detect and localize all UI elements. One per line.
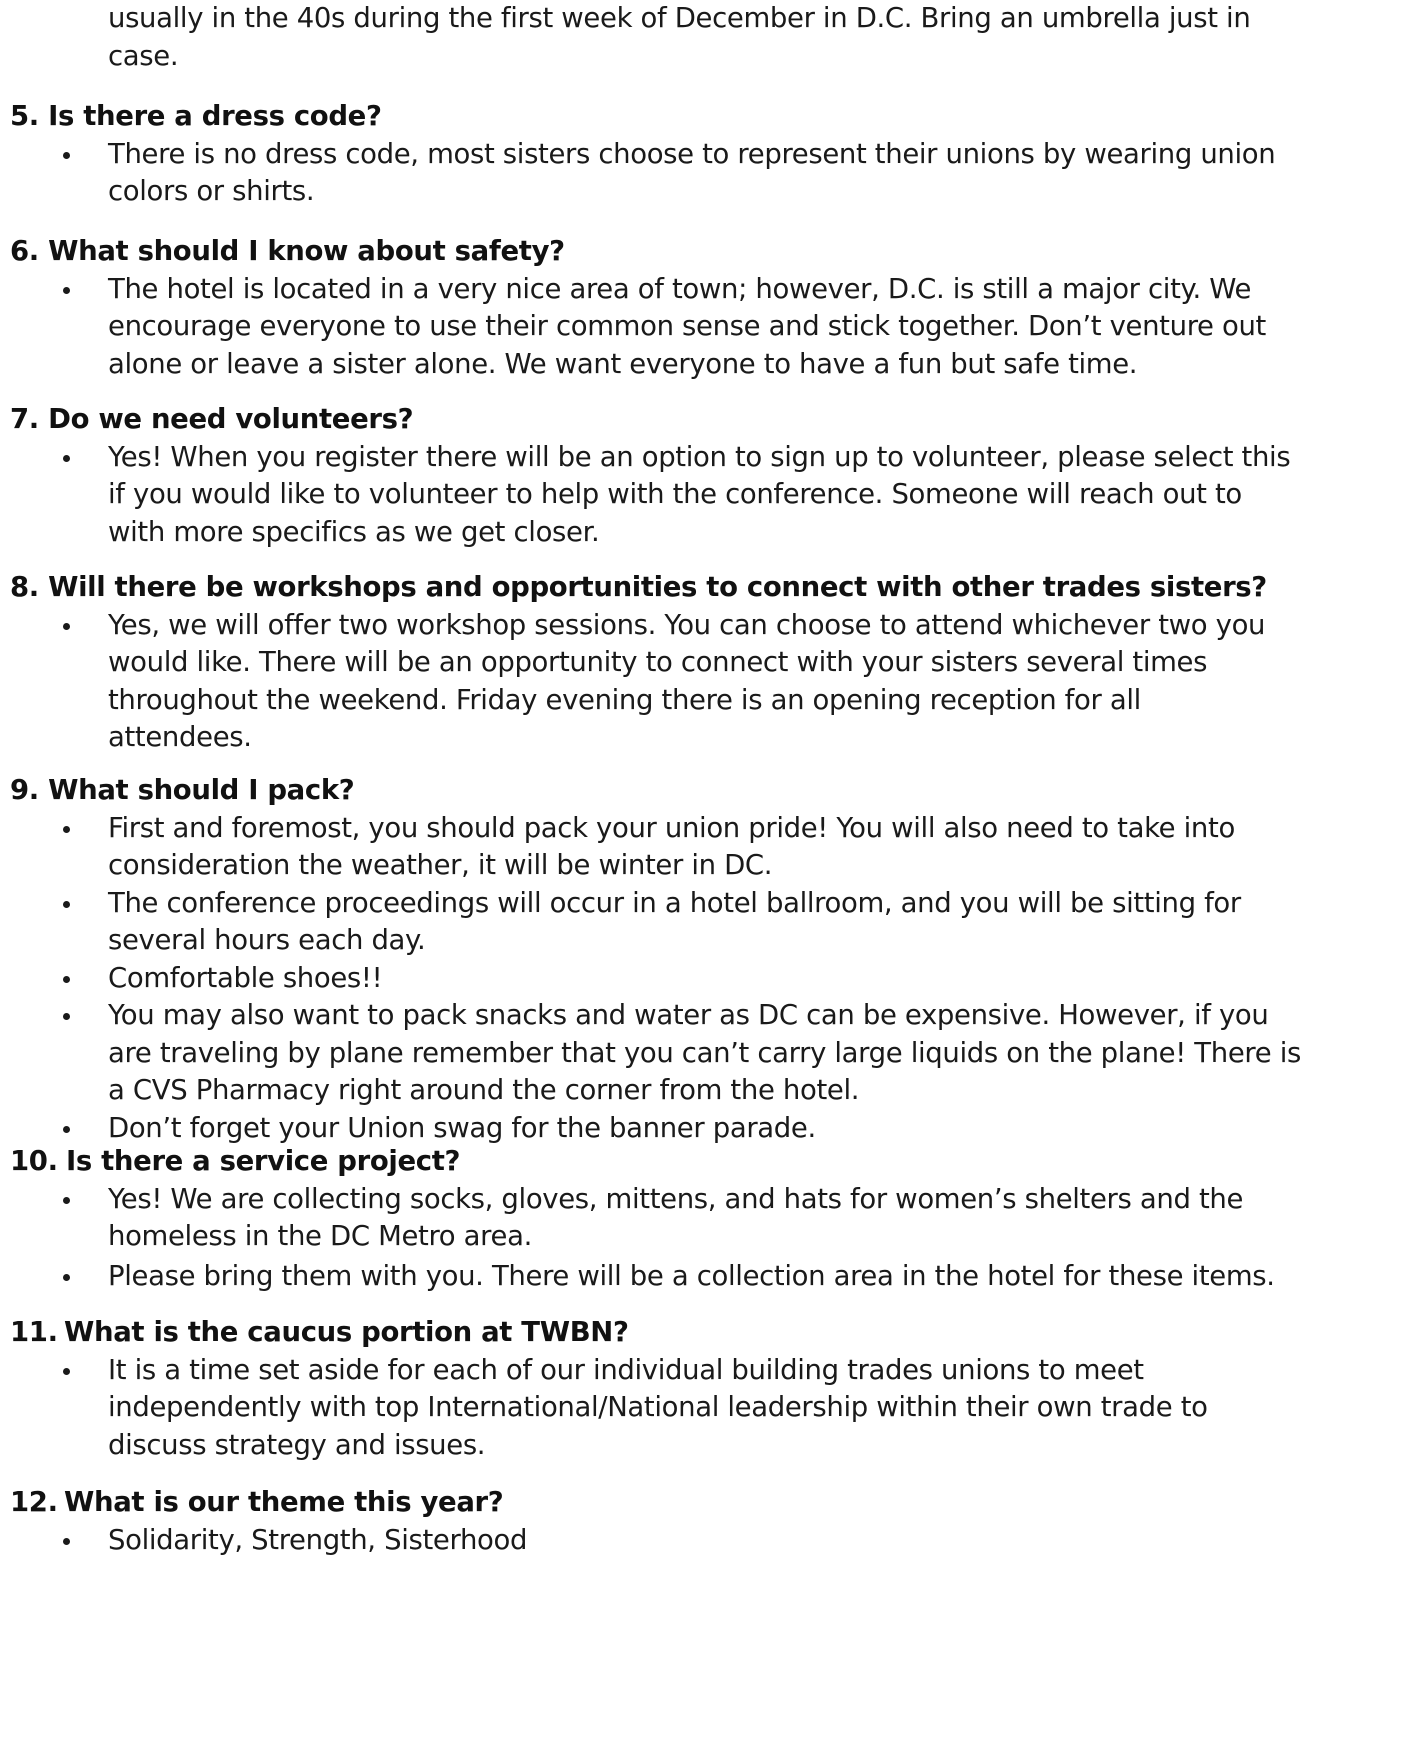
answer-line: would like. There will be an opportunity to connect with your sisters several times: [108, 646, 1208, 678]
faq-question-text: What is the caucus portion at TWBN?: [64, 1316, 629, 1348]
faq-item-9: [0, 772, 1411, 1147]
answer-line: Yes! We are collecting socks, gloves, mittens, and hats for women’s shelters and the: [108, 1182, 1244, 1215]
faq-question-text: Is there a service project?: [66, 1145, 461, 1177]
faq-number: 5.: [10, 100, 39, 132]
faq-answer: [0, 1110, 1411, 1148]
answer-line: are traveling by plane remember that you can’t carry large liquids on the plane! There is: [108, 1036, 1301, 1069]
faq-question-text: What is our theme this year?: [64, 1486, 504, 1518]
answer-line: alone or leave a sister alone. We want everyone to have a fun but safe time.: [108, 347, 1138, 380]
bullet-icon: [63, 901, 70, 908]
faq-question: [0, 1143, 1411, 1181]
faq-number: 7.: [10, 403, 39, 435]
bullet-icon: [63, 826, 70, 833]
faq-question: [0, 1484, 1411, 1522]
faq-question-text: Do we need volunteers?: [48, 403, 414, 435]
answer-line: You may also want to pack snacks and water as DC can be expensive. However, if you: [108, 999, 1269, 1031]
answer-line: It is a time set aside for each of our individual building trades unions to meet: [108, 1353, 1144, 1386]
bullet-icon: [63, 976, 70, 983]
answer-line: if you would like to volunteer to help with the conference. Someone will reach out to: [108, 478, 1242, 510]
answer-line: The conference proceedings will occur in a hotel ballroom, and you will be sitting for: [108, 886, 1241, 919]
answer-line: throughout the weekend. Friday evening there is an opening reception for all: [108, 683, 1141, 716]
answer-line: consideration the weather, it will be winter in DC.: [108, 849, 773, 881]
faq-question: [0, 98, 1411, 136]
faq-item-7: [0, 401, 1411, 551]
answer-line: encourage everyone to use their common sense and stick together. Don’t venture out: [108, 310, 1266, 342]
answer-line: Yes, we will offer two workshop sessions. You can choose to attend whichever two you: [108, 608, 1266, 641]
answer-line: There is no dress code, most sisters choose to represent their unions by wearing union: [108, 137, 1276, 170]
faq-answer: [0, 271, 1411, 384]
bullet-icon: [63, 1126, 70, 1133]
faq-answer: [0, 1258, 1411, 1296]
bullet-icon: [63, 152, 70, 159]
faq-answer: [0, 439, 1411, 552]
intro-line: case.: [108, 39, 179, 72]
faq-answer-list: [0, 439, 1411, 552]
answer-line: discuss strategy and issues.: [108, 1428, 486, 1461]
answer-line: attendees.: [108, 721, 252, 753]
faq-number: 8.: [10, 571, 39, 603]
faq-question: [0, 233, 1411, 271]
faq-item-12: [0, 1484, 1411, 1559]
faq-answer-list: [0, 136, 1411, 211]
faq-answer-list: [0, 271, 1411, 384]
intro-continuation: [108, 0, 1250, 75]
faq-answer-list: [0, 1181, 1411, 1296]
answer-line: with more specifics as we get closer.: [108, 515, 600, 548]
answer-line: Don’t forget your Union swag for the banner parade.: [108, 1111, 816, 1144]
faq-question: [0, 772, 1411, 810]
faq-answer: [0, 810, 1411, 885]
faq-answer-list: [0, 607, 1411, 757]
bullet-icon: [63, 455, 70, 462]
answer-line: a CVS Pharmacy right around the corner from the hotel.: [108, 1074, 860, 1106]
faq-answer: [0, 607, 1411, 757]
faq-number: 6.: [10, 235, 39, 267]
answer-line: homeless in the DC Metro area.: [108, 1220, 532, 1252]
faq-answer: [0, 1522, 1411, 1560]
faq-answer: [0, 1352, 1411, 1465]
faq-item-6: [0, 233, 1411, 383]
bullet-icon: [63, 1274, 70, 1281]
answer-line: Please bring them with you. There will be a collection area in the hotel for these items.: [108, 1259, 1275, 1292]
faq-number: 10.: [10, 1145, 58, 1177]
answer-line: several hours each day.: [108, 924, 426, 956]
bullet-icon: [63, 1013, 70, 1020]
faq-question: [0, 569, 1411, 607]
faq-answer: [0, 1181, 1411, 1256]
faq-question-text: What should I know about safety?: [48, 235, 565, 267]
faq-item-8: [0, 569, 1411, 757]
faq-question: [0, 401, 1411, 439]
faq-answer: [0, 885, 1411, 960]
answer-line: Yes! When you register there will be an option to sign up to volunteer, please select this: [108, 440, 1291, 473]
faq-answer-list: [0, 1352, 1411, 1465]
faq-number: 12.: [10, 1486, 58, 1518]
faq-question-text: What should I pack?: [48, 774, 355, 806]
faq-question-text: Will there be workshops and opportunities to connect with other trades sisters?: [48, 571, 1267, 603]
answer-line: Solidarity, Strength, Sisterhood: [108, 1523, 528, 1556]
faq-answer: [0, 960, 1411, 998]
faq-answer-list: [0, 1522, 1411, 1560]
intro-line: usually in the 40s during the first week of December in D.C. Bring an umbrella just in: [108, 2, 1251, 34]
faq-item-11: [0, 1314, 1411, 1464]
answer-line: independently with top International/National leadership within their own trade to: [108, 1391, 1208, 1423]
faq-answer-list: [0, 810, 1411, 1148]
faq-answer: [0, 136, 1411, 211]
faq-question-text: Is there a dress code?: [48, 100, 382, 132]
bullet-icon: [63, 287, 70, 294]
faq-item-10: [0, 1143, 1411, 1295]
bullet-icon: [63, 1197, 70, 1204]
answer-line: First and foremost, you should pack your union pride! You will also need to take into: [108, 811, 1235, 844]
faq-question: [0, 1314, 1411, 1352]
faq-item-5: [0, 98, 1411, 211]
faq-number: 11.: [10, 1316, 58, 1348]
faq-answer: [0, 997, 1411, 1110]
bullet-icon: [63, 1538, 70, 1545]
faq-number: 9.: [10, 774, 39, 806]
answer-line: The hotel is located in a very nice area of town; however, D.C. is still a major city. We: [108, 272, 1252, 305]
answer-line: colors or shirts.: [108, 175, 315, 207]
answer-line: Comfortable shoes!!: [108, 961, 383, 994]
bullet-icon: [63, 623, 70, 630]
bullet-icon: [63, 1368, 70, 1375]
